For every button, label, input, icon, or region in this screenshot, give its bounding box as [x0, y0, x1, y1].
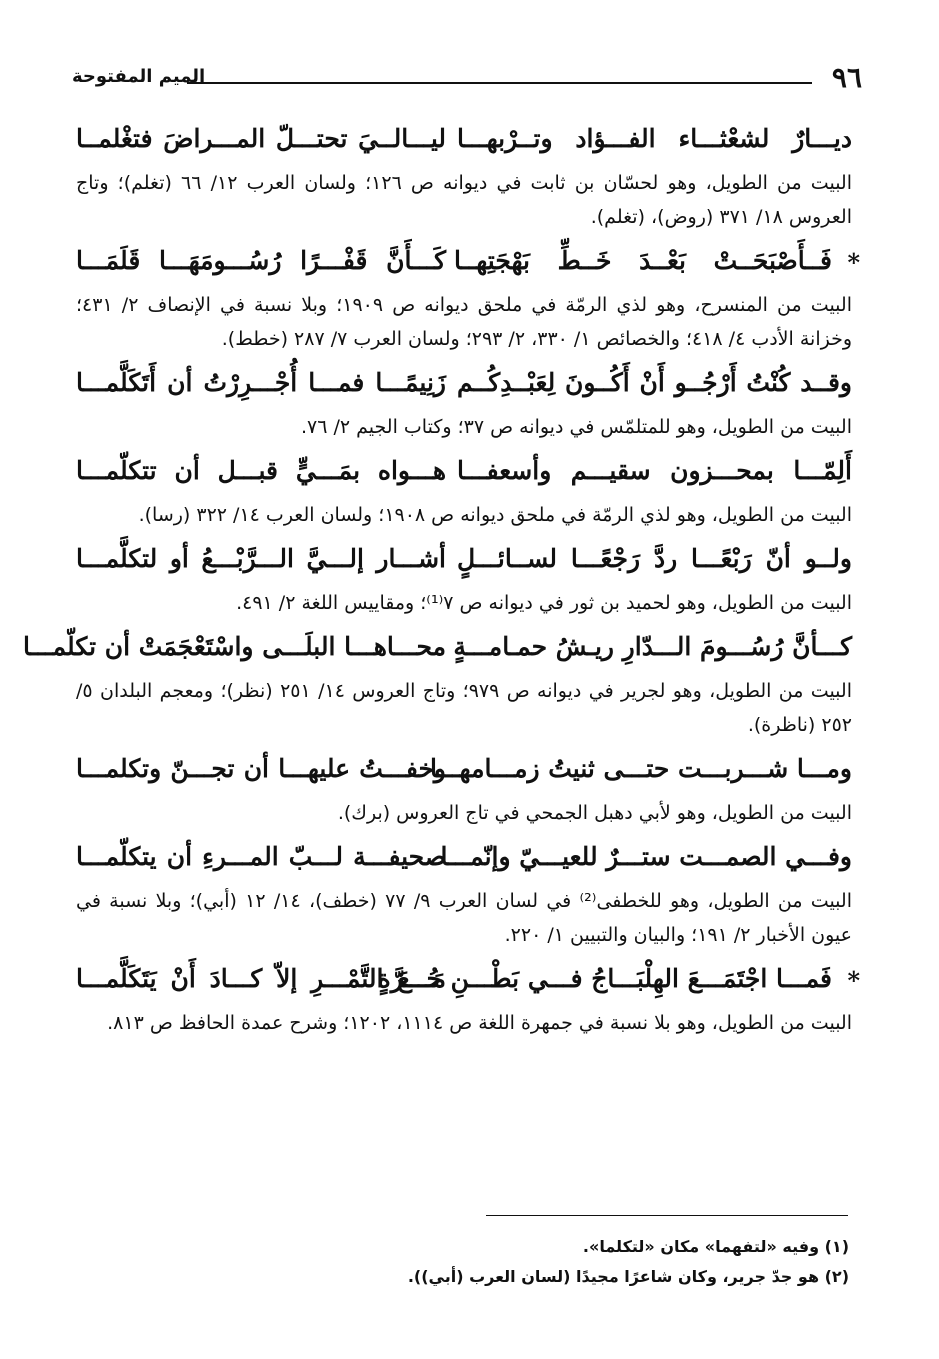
verse-line [76, 836, 852, 884]
verse-first-hemistich: وفـــي الصمـــت ستـــرٌ للعيـــيّ وإنّمـــا [440, 842, 852, 871]
verse-first-hemistich: ومـــا شـــربـــت حتـــى ثنيتُ زمـــامهـــا [429, 754, 852, 783]
verse-second-hemistich: أشـــار إلـــيَّ الـــرَّبْـــعُ أو لتكلَّمـــا [76, 544, 446, 573]
poem-entry [76, 836, 852, 952]
poem-entry [76, 958, 860, 1040]
page-header [72, 58, 862, 98]
verse-second-hemistich: ليـــالــيَ تحتـــلّ المـــراضَ فتغْلمــا [76, 124, 446, 153]
poem-entry [76, 118, 852, 234]
verse-first-hemistich: وقــد كُنْتُ أَرْجُــو أَنْ أَكُــونَ لِعَبْــدِكُــم [457, 368, 852, 397]
verse-line [76, 748, 852, 796]
footnotes [89, 1232, 849, 1292]
verse-second-hemistich: هـــواه بمَـــيٍّ قبـــل أن تتكلّمـــا [76, 456, 446, 485]
verse-first-hemistich: ديـــارٌ لشعْثـــاء الفـــؤاد وتــرْبهـــا [457, 124, 852, 153]
poem-entry [76, 748, 852, 830]
verse-note: البيت من الطويل، وهو للخطفى⁽²⁾ في لسان العرب ٩/ ٧٧ (خطف)، ١٤/ ١٢ (أبي)؛ وبلا نسبة في عيون الأخبار ٢/ ١٩١؛ والبيان والتبيين ١/ ٢٢٠. [76, 890, 852, 946]
poem-entry [23, 626, 852, 742]
header-rule [187, 82, 812, 84]
verse-note: البيت من المنسرح، وهو لذي الرمّة في ملحق ديوانه ص ١٩٠٩؛ وبلا نسبة في الإنصاف ٢/ ٤٣١؛ وخزانة الأدب ٤/ ٤١٨؛ والخصائص ١/ ٣٣٠، ٢/ ٢٩٣؛ ولسان العرب ٧/ ٢٨٧ (خطط). [76, 294, 852, 350]
verse-note: البيت من الطويل، وهو لذي الرمّة في ملحق ديوانه ص ١٩٠٨؛ ولسان العرب ١٤/ ٣٢٢ (رسا). [138, 504, 852, 526]
page-number: ٩٦ [831, 61, 862, 94]
verse-note: البيت من الطويل، وهو بلا نسبة في جمهرة اللغة ص ١١١٤، ١٢٠٢؛ وشرح عمدة الحافظ ص ٨١٣. [107, 1012, 852, 1034]
footnote: (٢) هو جدّ جرير، وكان شاعرًا مجيدًا (لسان العرب (أبي)). [407, 1267, 849, 1286]
verse-line [76, 240, 860, 288]
verse-second-hemistich: صحيفـــة لـــبّ المـــرءِ أن يتكلّمـــا [76, 842, 446, 871]
verse-first-hemistich: أَلِمّـــا بمحـــزون سقيـــم وأسعفـــا [457, 456, 852, 485]
page-content [23, 118, 860, 1046]
verse-line [23, 626, 852, 674]
verse-note: البيت من الطويل، وهو لحميد بن ثور في ديوانه ص ٧⁽¹⁾؛ ومقاييس اللغة ٢/ ٤٩١. [236, 592, 852, 614]
verse-note: البيت من الطويل، وهو لحسّان بن ثابت في ديوانه ص ١٢٦؛ ولسان العرب ١٢/ ٦٦ (تغلم)؛ وتاج العروس ١٨/ ٣٧١ (روض)، (تغلم). [76, 172, 852, 228]
verse-first-hemistich: فَمـــا اجْتَمَـــعَ الهِلْبَـــاجُ فـــي بَطْـــنِ حُـــرَّةٍ [377, 964, 832, 993]
running-title: الميم المفتوحة [72, 66, 206, 87]
verse-second-hemistich: كَـــأَنَّ قَفْـــرًا رُسُـــومَهَـــا قَلَمَـــا [76, 246, 446, 275]
poem-entry [76, 450, 852, 532]
asterisk-marker: * [847, 966, 860, 995]
verse-line [76, 450, 852, 498]
verse-second-hemistich: مَـــعَ التَّمْـــرِ إلاّ كـــادَ أَنْ يَتَكَلَّمـــا [76, 964, 446, 993]
verse-second-hemistich: زَنِيمًـــا فمـــا أُجْـــرِرْتُ أن أَتَكَلَّمـــا [76, 368, 446, 397]
verse-first-hemistich: كـــأنَّ رُسُـــومَ الـــدّارِ ريـشُ حمـامـــةٍ [453, 632, 852, 661]
verse-note: البيت من الطويل، وهو للمتلمّس في ديوانه ص ٣٧؛ وكتاب الجيم ٢/ ٧٦. [300, 416, 852, 438]
footnote-separator [486, 1215, 848, 1216]
verse-first-hemistich: فَــأَصْبَحَــتْ بَعْــدَ خَــطِّ بَهْجَتِهــا [454, 246, 832, 275]
verse-line [76, 538, 852, 586]
verse-second-hemistich: وخفـــتُ عليهـــا أن تجـــنّ وتكلمـــا [76, 754, 446, 783]
verse-second-hemistich: محـــاهـــا البلَـــى واسْتَعْجَمَتْ أن تكلّمـــا [23, 632, 446, 661]
verse-note: البيت من الطويل، وهو لأبي دهبل الجمحي في تاج العروس (برك). [337, 802, 852, 824]
poem-entry [76, 240, 860, 356]
poem-entry [76, 538, 852, 620]
verse-line [76, 362, 852, 410]
footnote: (١) وفيه «لتفهما» مكان «لتكلما». [582, 1237, 849, 1256]
verse-first-hemistich: ولــو أنّ رَبْعًـــا ردَّ رَجْعًـــا لســائـــلٍ [457, 544, 852, 573]
verse-note: البيت من الطويل، وهو لجرير في ديوانه ص ٩٧٩؛ وتاج العروس ١٤/ ٢٥١ (نظر)؛ ومعجم البلدان ٥/ ٢٥٢ (ناظرة). [76, 680, 852, 736]
asterisk-marker: * [847, 248, 860, 277]
poem-entry [76, 362, 852, 444]
verse-line [76, 118, 852, 166]
verse-line [76, 958, 860, 1006]
